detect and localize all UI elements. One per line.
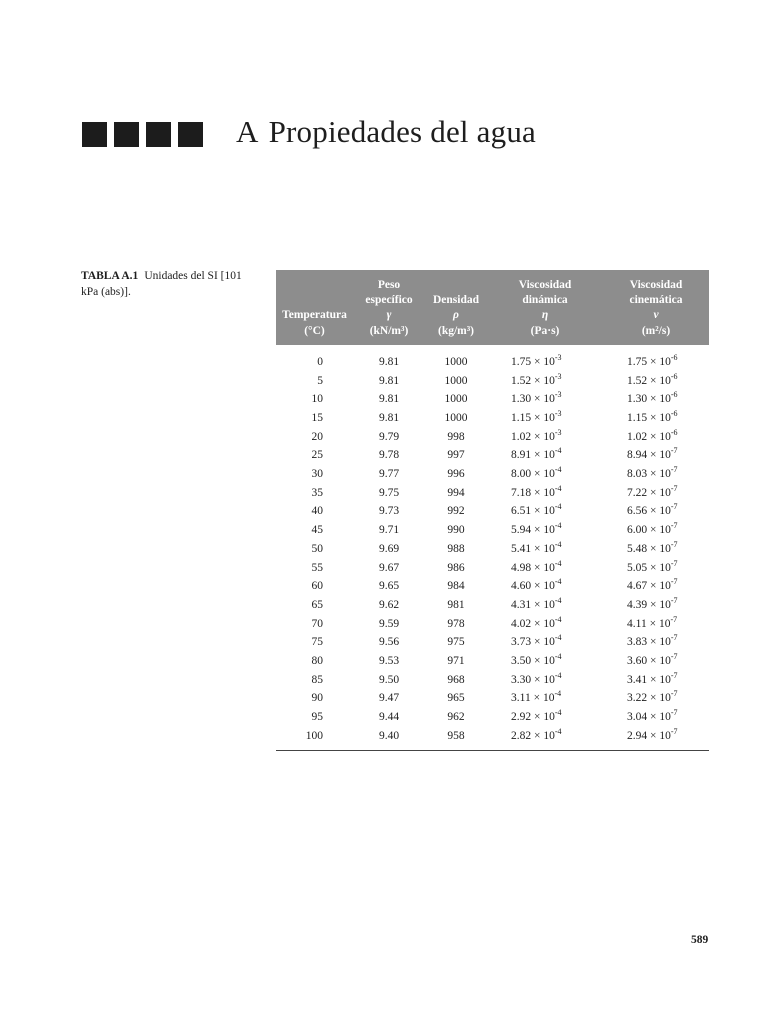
table-row (276, 484, 709, 503)
table-header-row (276, 270, 709, 345)
table-row (276, 540, 709, 559)
cell-dynamic-viscosity: $1.30 \times 10^{-3}$ (511, 390, 562, 406)
cell-density: 996 (447, 468, 465, 481)
cell-density: 994 (447, 486, 465, 499)
cell-density: 971 (447, 655, 465, 668)
cell-temperature: 65 (311, 598, 323, 611)
square-block-icon (146, 122, 171, 147)
cell-specific-weight: 9.81 (378, 374, 400, 387)
cell-temperature: 35 (311, 486, 323, 499)
cell-density: 988 (447, 542, 465, 555)
cell-dynamic-viscosity: $1.75 \times 10^{-3}$ (511, 352, 562, 368)
table-row (276, 633, 709, 652)
cell-temperature: 55 (311, 561, 323, 574)
cell-density: 998 (447, 430, 465, 443)
cell-kinematic-viscosity: $5.05 \times 10^{-7}$ (627, 558, 678, 574)
cell-specific-weight: 9.67 (378, 561, 400, 574)
table-row (276, 409, 709, 428)
cell-dynamic-viscosity: $3.11 \times 10^{-4}$ (511, 689, 562, 705)
cell-temperature: 10 (311, 393, 323, 406)
cell-specific-weight: 9.47 (378, 692, 400, 705)
cell-kinematic-viscosity: $3.04 \times 10^{-7}$ (627, 708, 678, 724)
cell-kinematic-viscosity: $8.03 \times 10^{-7}$ (627, 465, 678, 481)
cell-dynamic-viscosity: $7.18 \times 10^{-4}$ (511, 483, 562, 499)
cell-density: 975 (447, 636, 465, 649)
cell-temperature: 75 (311, 636, 323, 649)
cell-temperature: 0 (317, 355, 323, 368)
cell-specific-weight: 9.53 (378, 655, 400, 668)
cell-specific-weight: 9.77 (378, 468, 400, 481)
cell-density: 990 (447, 524, 465, 537)
cell-temperature: 20 (311, 430, 323, 443)
table-row (276, 652, 709, 671)
cell-specific-weight: 9.50 (378, 673, 400, 686)
cell-kinematic-viscosity: $6.00 \times 10^{-7}$ (627, 521, 678, 537)
cell-specific-weight: 9.81 (378, 355, 400, 368)
cell-specific-weight: 9.69 (378, 542, 400, 555)
chapter-name: Propiedades del agua (268, 114, 537, 149)
table-row (276, 596, 709, 615)
page-number: 589 (691, 934, 709, 946)
cell-temperature: 60 (311, 580, 323, 593)
table-row (276, 615, 709, 634)
cell-dynamic-viscosity: $4.02 \times 10^{-4}$ (511, 614, 562, 630)
cell-temperature: 80 (311, 655, 323, 668)
cell-density: 968 (447, 673, 465, 686)
cell-kinematic-viscosity: $2.94 \times 10^{-7}$ (627, 727, 678, 742)
cell-specific-weight: 9.71 (378, 524, 400, 537)
cell-dynamic-viscosity: $1.15 \times 10^{-3}$ (511, 409, 562, 424)
cell-density: 965 (447, 692, 465, 705)
cell-density: 1000 (444, 411, 468, 424)
cell-density: 992 (447, 505, 465, 518)
cell-specific-weight: 9.78 (378, 449, 400, 462)
cell-dynamic-viscosity: $4.31 \times 10^{-4}$ (511, 596, 562, 611)
cell-specific-weight: 9.59 (378, 617, 400, 630)
cell-temperature: 25 (311, 449, 323, 462)
cell-temperature: 50 (311, 542, 323, 555)
cell-kinematic-viscosity: $3.60 \times 10^{-7}$ (627, 652, 678, 668)
cell-dynamic-viscosity: $4.60 \times 10^{-4}$ (511, 577, 562, 593)
cell-dynamic-viscosity: $6.51 \times 10^{-4}$ (511, 502, 562, 518)
cell-dynamic-viscosity: $3.50 \times 10^{-4}$ (511, 652, 562, 668)
cell-density: 986 (447, 561, 465, 574)
cell-temperature: 90 (311, 692, 323, 705)
cell-density: 1000 (444, 393, 468, 406)
table-row (276, 428, 709, 447)
cell-temperature: 30 (311, 468, 323, 481)
cell-density: 1000 (444, 355, 468, 368)
cell-density: 1000 (444, 374, 468, 387)
cell-temperature: 40 (311, 505, 323, 518)
cell-specific-weight: 9.73 (378, 505, 400, 518)
header-kinematic-viscosity: Viscosidad cinemática ν (m²/s) (629, 279, 683, 337)
cell-density: 997 (447, 449, 465, 462)
table-row (276, 671, 709, 690)
cell-density: 958 (447, 729, 465, 742)
cell-density: 962 (447, 711, 465, 724)
table-row (276, 577, 709, 596)
cell-specific-weight: 9.56 (378, 636, 400, 649)
table-row (276, 708, 709, 727)
cell-kinematic-viscosity: $1.30 \times 10^{-6}$ (627, 390, 678, 406)
table-row (276, 727, 709, 746)
cell-density: 984 (447, 580, 465, 593)
cell-temperature: 70 (311, 617, 323, 630)
table-bottom-rule (276, 750, 709, 751)
cell-specific-weight: 9.75 (378, 486, 400, 499)
chapter-decoration (82, 122, 203, 147)
water-properties-table (276, 270, 709, 751)
cell-kinematic-viscosity: $8.94 \times 10^{-7}$ (627, 446, 678, 462)
cell-specific-weight: 9.79 (378, 430, 400, 443)
header-dynamic-viscosity: Viscosidad dinámica η (Pa·s) (518, 279, 572, 337)
cell-kinematic-viscosity: $1.52 \times 10^{-6}$ (627, 371, 678, 387)
cell-dynamic-viscosity: $2.92 \times 10^{-4}$ (511, 708, 562, 724)
header-specific-weight: Peso específico γ (kN/m³) (365, 279, 413, 337)
table-row (276, 559, 709, 578)
cell-kinematic-viscosity: $3.41 \times 10^{-7}$ (627, 670, 678, 686)
cell-kinematic-viscosity: $3.83 \times 10^{-7}$ (627, 633, 678, 649)
cell-kinematic-viscosity: $4.67 \times 10^{-7}$ (627, 577, 678, 593)
square-block-icon (178, 122, 203, 147)
cell-dynamic-viscosity: $2.82 \times 10^{-4}$ (511, 727, 562, 742)
cell-dynamic-viscosity: $4.98 \times 10^{-4}$ (511, 558, 562, 574)
cell-specific-weight: 9.44 (378, 711, 400, 724)
cell-density: 981 (447, 598, 465, 611)
table-row (276, 502, 709, 521)
header-density: Densidad ρ (kg/m³) (432, 294, 480, 337)
cell-dynamic-viscosity: $1.52 \times 10^{-3}$ (511, 371, 562, 387)
square-block-icon (114, 122, 139, 147)
cell-temperature: 15 (311, 411, 323, 424)
cell-kinematic-viscosity: $4.39 \times 10^{-7}$ (627, 596, 678, 611)
table-caption-text: Unidades del SI [101 kPa (abs)]. (81, 270, 242, 298)
cell-kinematic-viscosity: $6.56 \times 10^{-7}$ (627, 502, 678, 518)
table-row (276, 465, 709, 484)
cell-dynamic-viscosity: $3.73 \times 10^{-4}$ (511, 633, 562, 649)
cell-kinematic-viscosity: $3.22 \times 10^{-7}$ (627, 689, 678, 705)
cell-dynamic-viscosity: $5.41 \times 10^{-4}$ (511, 540, 562, 555)
cell-kinematic-viscosity: $1.75 \times 10^{-6}$ (627, 352, 678, 368)
cell-dynamic-viscosity: $3.30 \times 10^{-4}$ (511, 670, 562, 686)
cell-dynamic-viscosity: $8.91 \times 10^{-4}$ (511, 446, 562, 462)
cell-specific-weight: 9.81 (378, 411, 400, 424)
chapter-title (236, 114, 536, 150)
table-row (276, 521, 709, 540)
table-row (276, 390, 709, 409)
table-label: TABLA A.1 (81, 270, 139, 282)
cell-dynamic-viscosity: $1.02 \times 10^{-3}$ (511, 427, 562, 443)
cell-temperature: 100 (305, 729, 323, 742)
cell-density: 978 (447, 617, 465, 630)
table-caption (81, 268, 261, 300)
cell-temperature: 45 (311, 524, 323, 537)
cell-kinematic-viscosity: $4.11 \times 10^{-7}$ (627, 614, 678, 630)
cell-kinematic-viscosity: $1.02 \times 10^{-6}$ (627, 427, 678, 443)
cell-temperature: 95 (311, 711, 323, 724)
cell-temperature: 85 (311, 673, 323, 686)
cell-kinematic-viscosity: $5.48 \times 10^{-7}$ (627, 540, 678, 555)
table-row (276, 689, 709, 708)
cell-specific-weight: 9.40 (378, 729, 400, 742)
cell-specific-weight: 9.81 (378, 393, 400, 406)
header-temperature: Temperatura (°C) (282, 309, 347, 337)
table-row (276, 372, 709, 391)
table-row (276, 446, 709, 465)
cell-kinematic-viscosity: $7.22 \times 10^{-7}$ (627, 483, 678, 499)
cell-dynamic-viscosity: $8.00 \times 10^{-4}$ (511, 465, 562, 481)
cell-dynamic-viscosity: $5.94 \times 10^{-4}$ (511, 521, 562, 537)
cell-temperature: 5 (317, 374, 323, 387)
cell-kinematic-viscosity: $1.15 \times 10^{-6}$ (627, 409, 678, 424)
chapter-letter: A (236, 114, 259, 149)
table-body (276, 345, 709, 746)
cell-specific-weight: 9.62 (378, 598, 400, 611)
table-row (276, 345, 709, 372)
cell-specific-weight: 9.65 (378, 580, 400, 593)
square-block-icon (82, 122, 107, 147)
